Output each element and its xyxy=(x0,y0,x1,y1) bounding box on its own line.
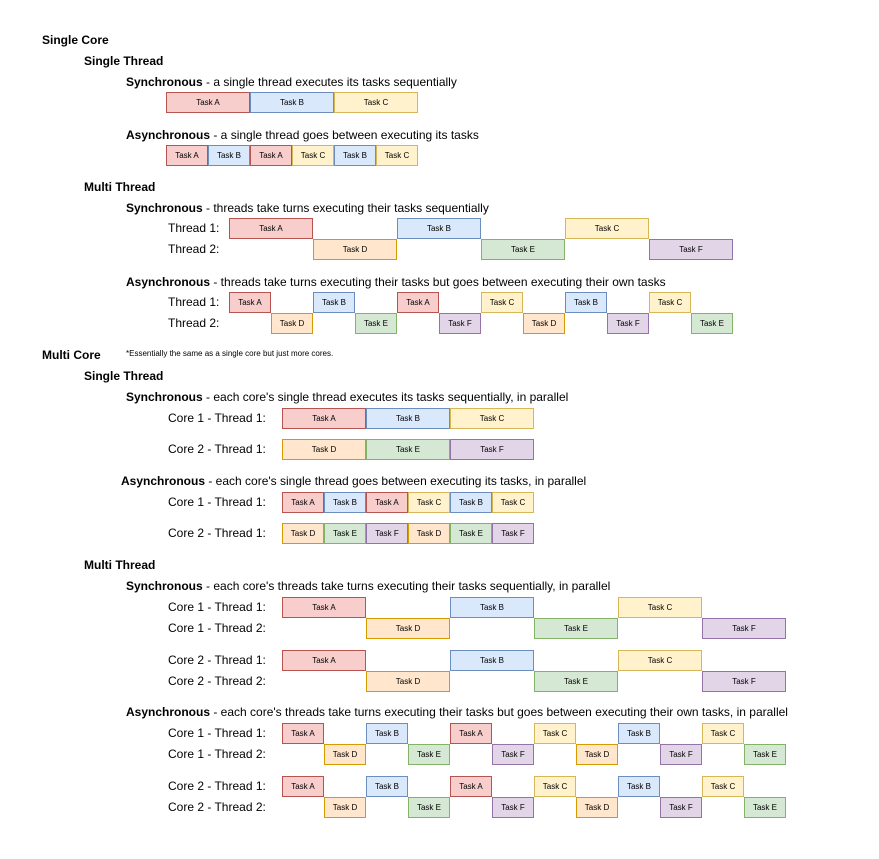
task-e-block: Task E xyxy=(744,744,786,765)
task-b-block: Task B xyxy=(324,492,366,513)
single-core-heading: Single Core xyxy=(42,33,109,47)
task-b-block: Task B xyxy=(450,492,492,513)
task-d-block: Task D xyxy=(576,797,618,818)
row-label: Core 2 - Thread 1: xyxy=(168,442,266,456)
task-b-block: Task B xyxy=(618,776,660,797)
task-e-block: Task E xyxy=(450,523,492,544)
task-e-block: Task E xyxy=(355,313,397,334)
task-b-block: Task B xyxy=(450,597,534,618)
row-label: Core 2 - Thread 2: xyxy=(168,800,266,814)
task-b-block: Task B xyxy=(450,650,534,671)
task-b-block: Task B xyxy=(313,292,355,313)
task-c-block: Task C xyxy=(565,218,649,239)
task-c-block: Task C xyxy=(334,92,418,113)
task-d-block: Task D xyxy=(313,239,397,260)
task-c-block: Task C xyxy=(376,145,418,166)
task-f-block: Task F xyxy=(607,313,649,334)
task-d-block: Task D xyxy=(366,618,450,639)
task-a-block: Task A xyxy=(282,408,366,429)
task-c-block: Task C xyxy=(492,492,534,513)
sc-single-thread-heading: Single Thread xyxy=(84,54,164,68)
task-e-block: Task E xyxy=(691,313,733,334)
task-d-block: Task D xyxy=(324,797,366,818)
task-d-block: Task D xyxy=(282,523,324,544)
task-e-block: Task E xyxy=(408,744,450,765)
task-b-block: Task B xyxy=(618,723,660,744)
task-c-block: Task C xyxy=(534,723,576,744)
mc-st-async-desc: Asynchronous - each core's single thread goes between executing its tasks, in parallel xyxy=(121,474,587,488)
task-c-block: Task C xyxy=(481,292,523,313)
sc-st-sync-desc: Synchronous - a single thread executes its tasks sequentially xyxy=(126,75,457,89)
task-d-block: Task D xyxy=(324,744,366,765)
task-b-block: Task B xyxy=(208,145,250,166)
task-a-block: Task A xyxy=(450,776,492,797)
task-c-block: Task C xyxy=(702,723,744,744)
task-a-block: Task A xyxy=(450,723,492,744)
task-f-block: Task F xyxy=(492,797,534,818)
task-e-block: Task E xyxy=(481,239,565,260)
task-e-block: Task E xyxy=(534,671,618,692)
task-b-block: Task B xyxy=(366,408,450,429)
task-a-block: Task A xyxy=(229,218,313,239)
multi-core-heading: Multi Core xyxy=(42,348,101,362)
row-label: Core 1 - Thread 1: xyxy=(168,600,266,614)
task-a-block: Task A xyxy=(282,492,324,513)
sc-mt-async-desc: Asynchronous - threads take turns executing their tasks but goes between executing their own tasks xyxy=(126,275,666,289)
task-f-block: Task F xyxy=(660,744,702,765)
task-f-block: Task F xyxy=(450,439,534,460)
multi-core-note: *Essentially the same as a single core but just more cores. xyxy=(126,349,334,358)
sc-mt-sync-desc: Synchronous - threads take turns executing their tasks sequentially xyxy=(126,201,489,215)
task-b-block: Task B xyxy=(565,292,607,313)
task-a-block: Task A xyxy=(282,723,324,744)
task-d-block: Task D xyxy=(408,523,450,544)
task-f-block: Task F xyxy=(702,618,786,639)
mc-st-sync-desc: Synchronous - each core's single thread executes its tasks sequentially, in parallel xyxy=(126,390,569,404)
sc-st-async-desc: Asynchronous - a single thread goes between executing its tasks xyxy=(126,128,479,142)
row-label: Core 2 - Thread 1: xyxy=(168,779,266,793)
row-label: Core 2 - Thread 2: xyxy=(168,674,266,688)
task-a-block: Task A xyxy=(366,492,408,513)
task-a-block: Task A xyxy=(397,292,439,313)
task-a-block: Task A xyxy=(166,92,250,113)
task-f-block: Task F xyxy=(492,523,534,544)
task-e-block: Task E xyxy=(744,797,786,818)
row-label: Core 1 - Thread 2: xyxy=(168,621,266,635)
row-label: Core 1 - Thread 1: xyxy=(168,411,266,425)
task-f-block: Task F xyxy=(702,671,786,692)
task-f-block: Task F xyxy=(492,744,534,765)
task-b-block: Task B xyxy=(250,92,334,113)
row-label: Core 2 - Thread 1: xyxy=(168,526,266,540)
task-a-block: Task A xyxy=(282,776,324,797)
task-c-block: Task C xyxy=(534,776,576,797)
row-label: Core 1 - Thread 2: xyxy=(168,747,266,761)
task-e-block: Task E xyxy=(534,618,618,639)
row-label: Thread 1: xyxy=(168,221,220,235)
task-c-block: Task C xyxy=(618,650,702,671)
task-c-block: Task C xyxy=(408,492,450,513)
task-c-block: Task C xyxy=(450,408,534,429)
row-label: Core 2 - Thread 1: xyxy=(168,653,266,667)
mc-multi-thread-heading: Multi Thread xyxy=(84,558,156,572)
task-f-block: Task F xyxy=(439,313,481,334)
task-c-block: Task C xyxy=(702,776,744,797)
row-label: Core 1 - Thread 1: xyxy=(168,726,266,740)
task-d-block: Task D xyxy=(271,313,313,334)
row-label: Thread 1: xyxy=(168,295,220,309)
task-e-block: Task E xyxy=(408,797,450,818)
task-d-block: Task D xyxy=(523,313,565,334)
row-label: Thread 2: xyxy=(168,242,220,256)
task-a-block: Task A xyxy=(166,145,208,166)
task-c-block: Task C xyxy=(649,292,691,313)
task-d-block: Task D xyxy=(366,671,450,692)
task-c-block: Task C xyxy=(618,597,702,618)
task-b-block: Task B xyxy=(334,145,376,166)
task-b-block: Task B xyxy=(366,776,408,797)
task-d-block: Task D xyxy=(576,744,618,765)
task-e-block: Task E xyxy=(324,523,366,544)
task-a-block: Task A xyxy=(250,145,292,166)
task-a-block: Task A xyxy=(282,597,366,618)
task-f-block: Task F xyxy=(366,523,408,544)
task-d-block: Task D xyxy=(282,439,366,460)
task-b-block: Task B xyxy=(366,723,408,744)
mc-mt-async-desc: Asynchronous - each core's threads take turns executing their tasks but goes between executing their own tasks, in parallel xyxy=(126,705,788,719)
task-b-block: Task B xyxy=(397,218,481,239)
task-a-block: Task A xyxy=(282,650,366,671)
task-f-block: Task F xyxy=(649,239,733,260)
mc-mt-sync-desc: Synchronous - each core's threads take turns executing their tasks sequentially, in parallel xyxy=(126,579,611,593)
task-a-block: Task A xyxy=(229,292,271,313)
row-label: Core 1 - Thread 1: xyxy=(168,495,266,509)
row-label: Thread 2: xyxy=(168,316,220,330)
sc-multi-thread-heading: Multi Thread xyxy=(84,180,156,194)
mc-single-thread-heading: Single Thread xyxy=(84,369,164,383)
task-c-block: Task C xyxy=(292,145,334,166)
task-e-block: Task E xyxy=(366,439,450,460)
task-f-block: Task F xyxy=(660,797,702,818)
